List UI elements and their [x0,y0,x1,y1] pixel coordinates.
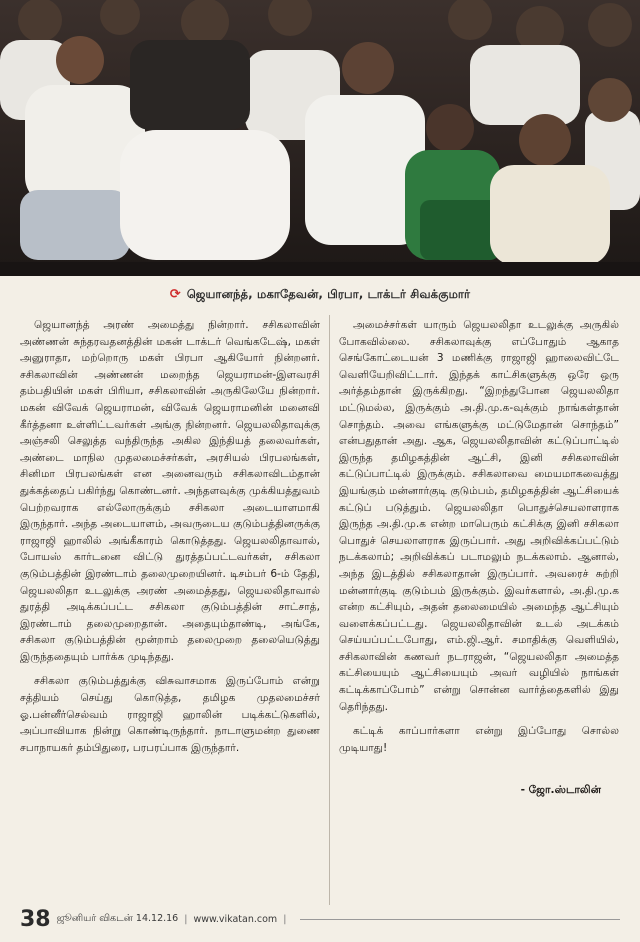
footer-rule [300,919,620,920]
caption-text: ஜெயானந்த், மகாதேவன், பிரபா, டாக்டர் சிவக்குமார் [186,287,471,301]
arrow-refresh-icon: ⟳ [169,287,181,302]
paragraph: அமைச்சர்கள் யாரும் ஜெயலலிதா உடலுக்கு அருகில் போகவில்லை. சசிகலாவுக்கு எப்போதும் ஆகாத செங்கோட்டையன் 3 மணிக்கு ராஜாஜி ஹாலைவிட்டே வெளியேறிவிட்டார். இந்தக் காட்சிகளுக்கு ஒரே ஒரு அர்த்தம்தான் இருக்கிறது. “இறந்துபோன ஜெயலலிதா மட்டுமல்ல, இருக்கும் அ.தி.மு.க-வுக்கும் நாங்கள்தான் சொந்தம். அவை எங்களுக்கு மட்டுமேதான் சொந்தம்” என்பதுதான் அது. ஆக, ஜெயலலிதாவின் கட்டுப்பாட்டில் இருந்த தமிழகத்தின் ஆட்சி, இனி சசிகலாவின் கட்டுப்பாட்டில் இருக்கும். சசிகலாவை மையமாகவைத்து இயங்கும் மன்னார்குடி குடும்பம், தமிழகத்தின் ஆட்சியைக் கட்டுப் படுத்தும். ஜெயலலிதா பொதுச்செயலாளராக இருந்த அ.தி.மு.க என்ற மாபெரும் கட்சிக்கு இனி சசிகலா பொதுச் செயலாளராக இருப்பார். அது அறிவிக்கப்பட்டும் நடக்கலாம்; அறிவிக்கப் படாமலும் நடக்கலாம். ஆனால், அந்த இடத்தில் சசிகலாதான் இருப்பார். அவரைச் சுற்றி மன்னார்குடி குடும்பம் இருக்கும். இவர்களால், அ.தி.மு.க என்ற கட்சியும், அதன் தலைமையில் அமைந்த ஆட்சியும் வளைக்கப்பட்டது. ஜெயலலிதாவின் உடல் அடக்கம் செய்யப்பட்டபோது, எம்.ஜி.ஆர். சமாதிக்கு வெளியில், சசிகலாவின் கணவர் நடராஜன், “ஜெயலலிதா அமைத்த கட்சியையும் ஆட்சியையும் அவர் வழியில் நாங்கள் கட்டிக்காப்போம்” என்று சொன்ன வார்த்தைகளில் இது தெரிந்தது. [339,319,619,713]
footer-separator: | [184,913,188,925]
paragraph: சசிகலா குடும்பத்துக்கு விசுவாசமாக இருப்போம் என்று சத்தியம் செய்து கொடுத்த, தமிழக முதலமைச்சர் ஓ.பன்னீர்செல்வம் ராஜாஜி ஹாலின் படிக்கட்டுகளில், அப்பாவியாக நின்று கொண்டிருந்தார். நாடாளுமன்ற துணை சபாநாயகர் தம்பிதுரை, பரபரப்பாக இருந்தார். [20,675,320,754]
photo-caption [0,287,640,303]
footer-separator: | [283,913,287,925]
article-column-right [339,317,619,799]
column-divider [329,315,330,905]
people-photo-icon [0,0,640,276]
paragraph: கட்டிக் காப்பார்களா என்று இப்போது சொல்ல முடியாது! [339,725,619,754]
page-footer [20,908,620,930]
website-link[interactable]: www.vikatan.com [193,913,278,925]
article-column-left [20,317,320,756]
paragraph: ஜெயானந்த் அரண் அமைத்து நின்றார். சசிகலாவின் அண்ணன் சுந்தரவதனத்தின் மகன் டாக்டர் வெங்கடேஷ், மகள் அனுராதா, மற்றொரு மகள் பிரபா ஆகியோர் நின்றனர். சசிகலாவின் அண்ணன் மறைந்த ஜெயராமன்-இளவரசி தம்பதியின் மகள் பிரியா, சசிகலாவின் அருகிலேயே நின்றார். மகன் விவேக் ஜெயராமன், விவேக் ஜெயராமனின் மனைவி கீர்த்தனா உள்ளிட்டவர்கள் அங்கு நின்றனர். ஜெயலலிதாவுக்கு அஞ்சலி செலுத்த வந்திருந்த அகில இந்தியத் தலைவர்கள், அண்டை மாநில முதலமைச்சர்கள், அரசியல் பிரபலங்கள், சினிமா பிரபலங்கள் என அனைவரும் சசிகலாவிடம்தான் துக்கத்தைப் பகிர்ந்து கொண்டனர். அந்தளவுக்கு முக்கியத்துவம் பெற்றவராக எல்லோருக்கும் சசிகலா அடையாளமாகி இருந்தார். அந்த அடையாளம், அவருடைய குடும்பத்தினருக்கு ராஜாஜி ஹாலில் அங்கீகாரம் கொடுத்தது. ஜெயலலிதாவால், போயஸ் கார்டனை விட்டு துரத்தப்பட்டவர்கள், சசிகலா குடும்பத்தின் இரண்டாம் தலைமுறையினர். டிசம்பர் 6-ம் தேதி, ஜெயலலிதா உடலுக்கு அரண் அமைத்தது, ஜெயலலிதாவால் துரத்தி அடிக்கப்பட்ட சசிகலா குடும்பத்தின் சாட்சாத், இரண்டாம் தலைமுறைதான். அதையும்தாண்டி, அங்கே, சசிகலா குடும்பத்தின் மூன்றாம் தலைமுறை தலையெடுத்து இருந்ததையும் பார்க்க முடிந்தது. [20,319,320,663]
author-signature: - ஜோ.ஸ்டாலின் [520,784,601,797]
event-photo [0,0,640,276]
page-number: 38 [20,906,51,932]
magazine-issue: ஜூனியர் விகடன் 14.12.16 [56,913,179,924]
